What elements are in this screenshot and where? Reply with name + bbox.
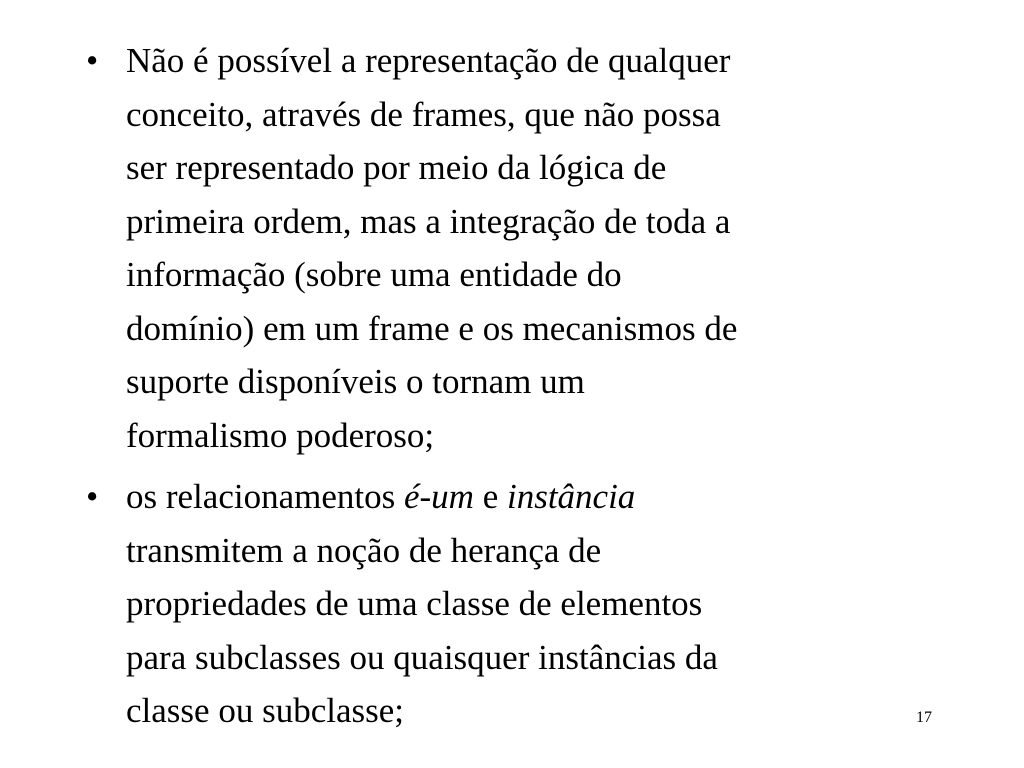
italic-term: instância xyxy=(506,477,636,516)
text-line: suporte disponíveis o tornam um xyxy=(126,362,585,401)
text-line: classe ou subclasse; xyxy=(126,691,404,730)
italic-term: é-um xyxy=(403,477,474,516)
bullet-item-1 xyxy=(86,34,986,462)
bullet-marker: • xyxy=(86,41,99,80)
text-line: informação (sobre uma entidade do xyxy=(126,255,622,294)
bullet-marker: • xyxy=(86,477,99,516)
page-number: 17 xyxy=(916,709,932,726)
text-line: formalismo poderoso; xyxy=(126,415,435,455)
text-line: domínio) em um frame e os mecanismos de xyxy=(126,308,738,348)
text-segment: e xyxy=(473,477,507,516)
text-line: transmitem a noção de herança de xyxy=(126,530,602,570)
text-line: conceito, através de frames, que não possa xyxy=(126,94,721,134)
text-line: para subclasses ou quaisquer instâncias da xyxy=(126,637,718,677)
bullet-list xyxy=(86,34,986,746)
text-line: ser representado por meio da lógica de xyxy=(126,148,667,187)
bullet-item-2 xyxy=(86,470,986,738)
text-line: propriedades de uma classe de elementos xyxy=(126,584,703,623)
text-segment: os relacionamentos xyxy=(126,477,404,516)
text-line: primeira ordem, mas a integração de toda a xyxy=(126,201,731,241)
text-line: Não é possível a representação de qualquer xyxy=(126,41,731,80)
text-line-mixed xyxy=(126,470,986,524)
